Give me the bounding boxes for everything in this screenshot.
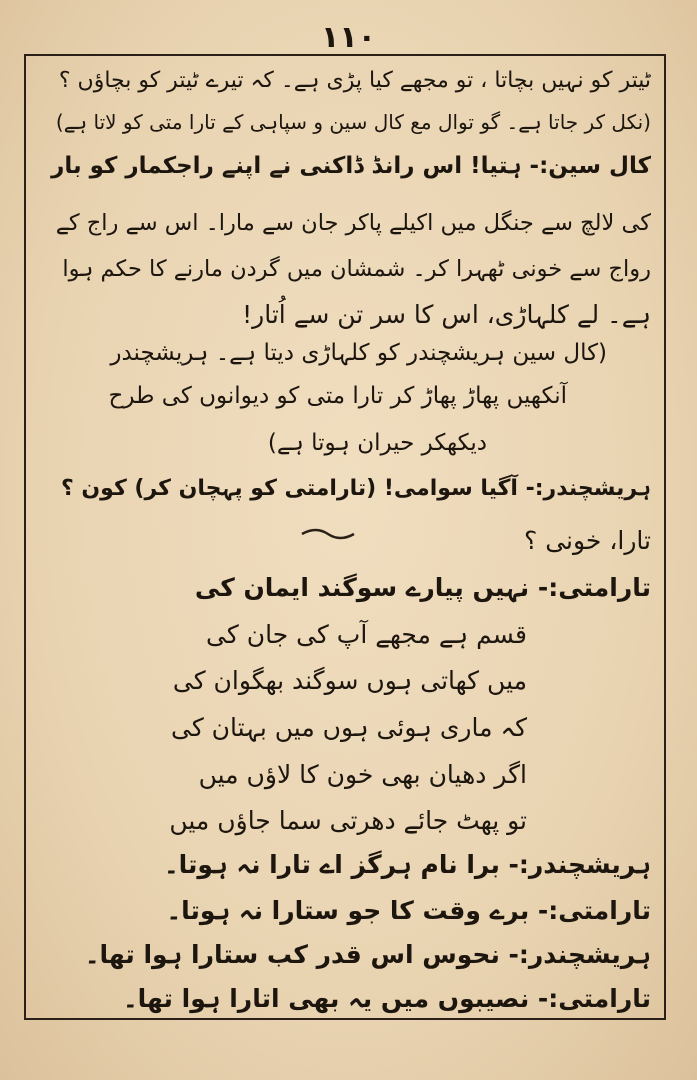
- verse-line-5: اگر دھیان بھی خون کا لاؤں میں: [198, 760, 527, 789]
- dialogue-taramati-3: تارامتی:- نصیبوں میں یہ بھی اتارا ہوا تھا۔: [123, 984, 651, 1013]
- stage-direction-2b: آنکھیں پھاڑ پھاڑ کر تارا متی کو دیوانوں کی طرح: [108, 383, 567, 409]
- verse-line-4: کہ ماری ہوئی ہوں میں بہتان کی: [171, 713, 527, 742]
- dialogue-harishchandra-3: ہریشچندر:- نحوس اس قدر کب ستارا ہوا تھا۔: [84, 940, 651, 969]
- dialogue-harishchandra-2: ہریشچندر:- برا نام ہرگز اے تارا نہ ہوتا۔: [163, 850, 651, 879]
- stage-direction-1: (نکل کر جاتا ہے۔ گو توال مع کال سین و سپاہی کے تارا متی کو لاتا ہے): [55, 110, 651, 134]
- page-number: ۱۱۰: [321, 20, 376, 55]
- verse-line-6: تو پھٹ جائے دھرتی سما جاؤں میں: [169, 806, 527, 835]
- verse-line-3: میں کھاتی ہوں سوگند بھگوان کی: [172, 666, 527, 695]
- text-line-5: رواج سے خونی ٹھہرا کر۔ شمشان میں گردن مارنے کا حکم ہوا: [62, 256, 651, 282]
- dialogue-kalsen: کال سین:- ہتیا! اس رانڈ ڈاکنی نے اپنے راجکمار کو بار: [51, 153, 651, 179]
- text-line-4: کی لالچ سے جنگل میں اکیلے پاکر جان سے مارا۔ اس سے راج کے: [55, 210, 651, 236]
- dialogue-taramati-2: تارامتی:- برے وقت کا جو ستارا نہ ہوتا۔: [166, 896, 651, 925]
- verse-taramati-1: تارامتی:- نہیں پیارے سوگند ایمان کی: [194, 573, 651, 602]
- stage-direction-2c: دیکھکر حیران ہوتا ہے): [267, 430, 487, 456]
- stage-direction-2a: (کال سین ہریشچندر کو کلہاڑی دیتا ہے۔ ہریشچندر: [110, 340, 607, 366]
- section-ornament: [298, 524, 358, 544]
- text-line-1: ٹیتر کو نہیں بچاتا ، تو مجھے کیا پڑی ہے۔ کہ تیرے ٹیتر کو بچاؤں ؟: [58, 68, 651, 93]
- text-line-11: تارا، خونی ؟: [524, 526, 651, 555]
- text-line-6: ہے۔ لے کلہاڑی، اس کا سر تن سے اُتار!: [242, 300, 651, 329]
- verse-line-2: قسم ہے مجھے آپ کی جان کی: [206, 620, 527, 649]
- dialogue-harishchandra-1: ہریشچندر:- آگیا سوامی! (تارامتی کو پہچان کر) کون ؟: [60, 476, 651, 501]
